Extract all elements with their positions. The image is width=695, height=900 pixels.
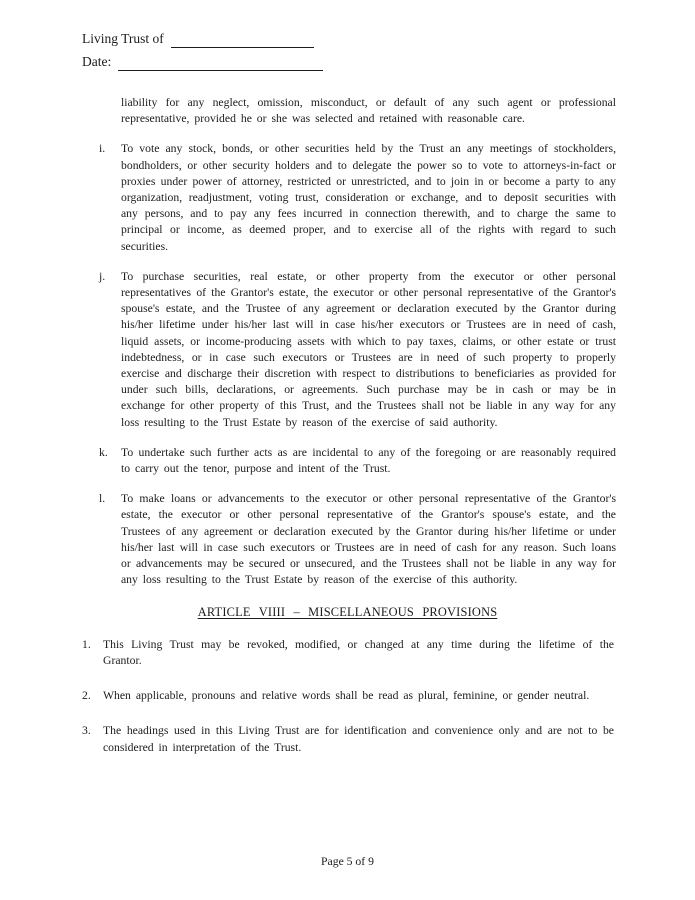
misc-provision-item-3 <box>82 723 614 755</box>
trust-name-blank-line <box>171 32 314 48</box>
date-label: Date: <box>82 54 112 69</box>
document-header <box>82 30 323 76</box>
misc-provision-item-2 <box>82 688 614 704</box>
trust-power-item-i <box>99 141 616 254</box>
item-text: To purchase securities, real estate, or other property from the executor or other personal representatives of the Grantor's estate, the executor or other personal representative of the Grantor's spouse's estate, and the Trustee of any agreement or declaration executed by the Grantor during his/her lifetime under his/her last will in case his/her executors or Trustees are in need of cash, liquid assets, or income-producing assets with which to pay taxes, claims, or other estate or trust indebtedness, or in case such executors or Trustees are in need of such property to properly exercise and discharge their discretion with respect to distributions to beneficiaries as provided for under such bills, declarations, or agreements. Such purchase may be in cash or may be in exchange for other property of this Trust, and the Trustees shall not be liable in any way for any loss resulting to the Trust Estate by reason of the exercise of said authority. <box>121 269 616 429</box>
trust-power-item-k <box>99 445 616 477</box>
living-trust-of-label: Living Trust of <box>82 31 164 46</box>
document-body <box>0 95 695 775</box>
item-text: To undertake such further acts as are incidental to any of the foregoing or are reasonably required to carry out the tenor, purpose and intent of the Trust. <box>121 445 616 476</box>
item-number: 2. <box>82 689 91 703</box>
item-label: l. <box>99 492 106 506</box>
item-text: When applicable, pronouns and relative words shall be read as plural, feminine, or gender neutral. <box>103 689 590 703</box>
item-text: To vote any stock, bonds, or other securities held by the Trust an any meetings of stockholders, bondholders, or other security holders and to delegate the power so to vote to attorneys-in-fact or proxies under power of attorney, restricted or unrestricted, and to join in or become a party to any organization, readjustment, voting trust, consideration or exchange, and to deposit securities with any persons, and to pay any fees incurred in connection therewith, and to charge the same to principal or income, as deemed proper, and to exercise all of the rights with regard to such securities. <box>121 142 616 253</box>
trust-power-item-j <box>99 269 616 431</box>
item-text: To make loans or advancements to the executor or other personal representative of the Grantor's estate, the executor or other personal representative of the Grantor's spouse's estate, and the Trustees of any agreement or declaration executed by the Grantor during his/her lifetime or under his/her last will in case such executors or Trustees are in need of cash for any reason. Such loans or advancements may be secured or unsecured, and the Trustees shall not be liable in any way for any loss resulting to the Trust Estate by reason of the exercise of this authority. <box>121 492 616 587</box>
item-number: 1. <box>82 637 91 651</box>
misc-provision-item-1 <box>82 637 614 669</box>
item-number: 3. <box>82 724 91 738</box>
page-number: Page 5 of 9 <box>321 855 374 868</box>
item-label: j. <box>99 269 106 283</box>
date-line <box>82 53 323 71</box>
item-text: The headings used in this Living Trust are for identification and convenience only and are not to be considered in interpretation of the Trust. <box>103 724 614 754</box>
page-footer <box>0 855 695 868</box>
item-text: This Living Trust may be revoked, modified, or changed at any time during the lifetime of the Grantor. <box>103 637 614 667</box>
continuation-paragraph: liability for any neglect, omission, misconduct, or default of any such agent or professional representative, provided he or she was selected and retained with reasonable care. <box>121 96 616 126</box>
item-label: k. <box>99 445 108 459</box>
date-blank-line <box>118 55 323 71</box>
item-label: i. <box>99 142 106 156</box>
trust-power-item-l <box>99 491 616 588</box>
article-heading: ARTICLE VIIII – MISCELLANEOUS PROVISIONS <box>197 605 498 620</box>
trust-title-line <box>82 30 323 48</box>
